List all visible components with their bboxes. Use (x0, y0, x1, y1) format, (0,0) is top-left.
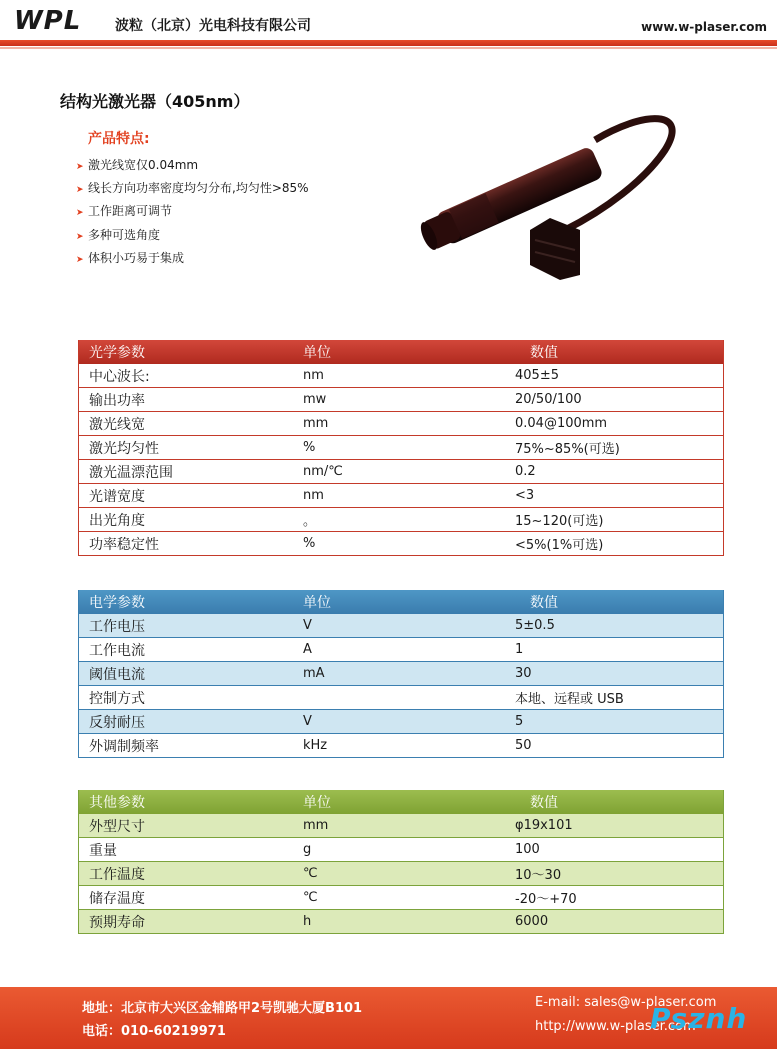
features-list (76, 156, 309, 272)
table-cell: nm (303, 368, 324, 383)
footer-web-link[interactable]: http://www.w-plaser.com (535, 1019, 696, 1034)
electrical-params-table (78, 590, 724, 758)
table-row (79, 460, 723, 484)
page-title: 结构光激光器（405nm） (60, 92, 250, 111)
table-cell: mw (303, 392, 327, 407)
table-cell: mm (303, 818, 329, 833)
table-cell: 预期寿命 (89, 914, 145, 931)
feature-item: ➤ 多种可选角度 (76, 226, 309, 249)
header-divider-light (0, 47, 777, 49)
footer-email-link[interactable]: E-mail: sales@w-plaser.com (535, 995, 717, 1010)
table-row (79, 686, 723, 710)
header-cell: 单位 (303, 795, 331, 811)
table-cell: 光谱宽度 (89, 488, 145, 505)
table-cell: 75%~85%(可选) (515, 442, 620, 457)
header-divider (0, 40, 777, 46)
features-heading: 产品特点: (88, 131, 150, 147)
table-cell: 5 (515, 714, 524, 729)
table-cell: mm (303, 416, 329, 431)
table-cell: kHz (303, 738, 328, 753)
table-cell: -20〜+70 (515, 892, 577, 907)
table-row (79, 388, 723, 412)
arrow-bullet-icon: ➤ (76, 208, 84, 219)
table-cell: nm/℃ (303, 464, 343, 479)
feature-item: ➤ 激光线宽仅0.04mm (76, 156, 309, 179)
header-cell: 单位 (303, 595, 331, 611)
table-cell: 本地、远程或 USB (515, 692, 624, 707)
table-row (79, 734, 723, 758)
table-cell: ℃ (303, 890, 318, 905)
header-cell: 数值 (530, 795, 558, 811)
table-row (79, 662, 723, 686)
company-logo: WPL (14, 6, 82, 36)
arrow-bullet-icon: ➤ (76, 231, 84, 242)
table-cell: 激光温漂范围 (89, 464, 173, 481)
table-row (79, 838, 723, 862)
table-cell: 6000 (515, 914, 549, 929)
table-cell: 输出功率 (89, 392, 145, 409)
table-header (79, 590, 723, 614)
table-row (79, 814, 723, 838)
table-cell: 1 (515, 642, 524, 657)
table-cell: 激光线宽 (89, 416, 145, 433)
table-cell: 工作电压 (89, 618, 145, 635)
table-cell: 阈值电流 (89, 666, 145, 683)
feature-item: ➤ 工作距离可调节 (76, 202, 309, 225)
table-cell: 工作电流 (89, 642, 145, 659)
table-cell: 50 (515, 738, 532, 753)
header-cell: 电学参数 (89, 595, 145, 611)
table-cell: 10〜30 (515, 868, 562, 883)
table-cell: 中心波长: (89, 368, 150, 385)
laser-product-image (405, 100, 685, 290)
table-cell: 激光均匀性 (89, 440, 159, 457)
header-cell: 单位 (303, 345, 331, 361)
page-header (0, 0, 777, 52)
header-cell: 其他参数 (89, 795, 145, 811)
feature-item: ➤ 线长方向功率密度均匀分布,均匀性>85% (76, 179, 309, 202)
table-cell: 100 (515, 842, 540, 857)
table-row (79, 412, 723, 436)
table-row (79, 364, 723, 388)
table-cell: 外型尺寸 (89, 818, 145, 835)
arrow-bullet-icon: ➤ (76, 162, 84, 172)
table-cell: <3 (515, 488, 535, 503)
watermark-logo: Psznh (650, 1002, 748, 1035)
table-row (79, 638, 723, 662)
other-params-table (78, 790, 724, 934)
table-cell: V (303, 618, 312, 633)
footer-address: 地址：北京市大兴区金辅路甲2号凯驰大厦B101 (82, 1001, 363, 1016)
table-cell: 30 (515, 666, 532, 681)
footer-phone: 电话：010-60219971 (82, 1024, 226, 1039)
table-row (79, 508, 723, 532)
table-row (79, 436, 723, 460)
table-cell: V (303, 714, 312, 729)
table-row (79, 484, 723, 508)
table-cell: 20/50/100 (515, 392, 582, 407)
table-cell: 储存温度 (89, 890, 145, 907)
table-cell: mA (303, 666, 325, 681)
header-cell: 数值 (530, 345, 558, 361)
company-name: 波粒（北京）光电科技有限公司 (115, 18, 311, 34)
table-cell: 5±0.5 (515, 618, 555, 633)
table-cell: <5%(1%可选) (515, 538, 604, 553)
table-cell: 工作温度 (89, 866, 145, 883)
table-cell: g (303, 842, 312, 857)
table-cell: 反射耐压 (89, 714, 145, 731)
table-cell: 0.2 (515, 464, 536, 479)
table-cell: nm (303, 488, 324, 503)
table-cell: 功率稳定性 (89, 536, 159, 553)
table-cell: 405±5 (515, 368, 559, 383)
table-cell: 外调制频率 (89, 738, 159, 755)
arrow-bullet-icon: ➤ (76, 254, 84, 265)
table-cell: 重量 (89, 842, 117, 859)
header-cell: 光学参数 (89, 345, 145, 361)
table-row (79, 532, 723, 556)
optical-params-table (78, 340, 724, 556)
table-cell: A (303, 642, 312, 657)
table-row (79, 710, 723, 734)
header-cell: 数值 (530, 595, 558, 611)
table-row (79, 910, 723, 934)
table-cell: 0.04@100mm (515, 416, 608, 431)
website-link[interactable]: www.w-plaser.com (641, 20, 767, 34)
feature-item: ➤ 体积小巧易于集成 (76, 249, 309, 272)
table-cell: φ19x101 (515, 818, 573, 833)
table-cell: % (303, 536, 316, 551)
table-cell: 15~120(可选) (515, 514, 604, 529)
table-row (79, 886, 723, 910)
arrow-bullet-icon: ➤ (76, 185, 84, 196)
table-cell: h (303, 914, 312, 929)
table-cell: % (303, 440, 316, 455)
table-row (79, 862, 723, 886)
table-header (79, 340, 723, 364)
table-header (79, 790, 723, 814)
table-cell: 控制方式 (89, 690, 145, 707)
table-row (79, 614, 723, 638)
table-cell: ℃ (303, 866, 318, 881)
table-cell: 出光角度 (89, 512, 145, 529)
table-cell: 。 (303, 514, 317, 529)
